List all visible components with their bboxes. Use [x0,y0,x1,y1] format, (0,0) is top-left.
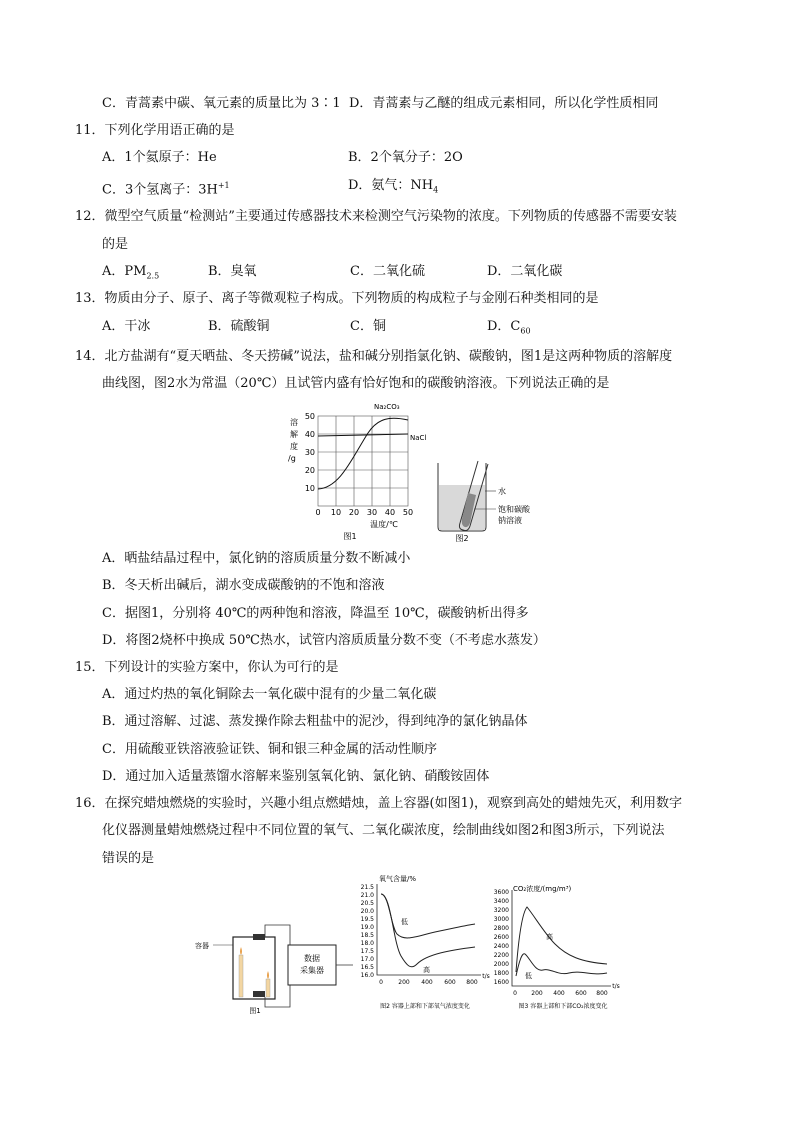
q10-option-d: D．青蒿素与乙醚的组成元素相同，所以化学性质相同 [349,96,659,111]
q14-fig1-xtick: 40 [384,508,396,517]
q14-fig1-ylabel-3: 度 [290,442,298,451]
q14-stem-cont: 曲线图，图2水为常温（20℃）且试管内盛有恰好饱和的碳酸钠溶液。下列说法正确的是 [102,376,610,391]
q13-option-b: B．硫酸铜 [208,319,270,334]
q16-fig3-ytick: 2400 [493,943,509,950]
q14-fig1-xlabel: 温度/℃ [370,520,398,529]
q14-fig1-xtick: 20 [348,508,360,517]
q14-na2co3-label: Na₂CO₃ [374,403,400,411]
q16-fig2-ytick: 18.5 [360,932,374,939]
q12-option-a-sub: 2.5 [146,271,160,281]
q12-stem-cont: 的是 [102,237,129,252]
q11-option-b: B．2个氧分子：2O [348,150,463,165]
q16-fig2-ytick: 17.0 [360,956,374,963]
q12-option-c: C．二氧化硫 [350,264,425,279]
q16-fig2-xunit: t/s [482,973,490,980]
q16-fig3-ytick: 2800 [493,925,509,932]
q16-sensor-top [253,934,265,940]
q16-fig3-xtick: 800 [596,990,608,997]
q14-fig1-ytick: 40 [304,430,315,439]
q14-fig1-xtick: 0 [315,508,321,517]
q15-option-c: C．用硫酸亚铁溶液验证铁、铜和银三种金属的活动性顺序 [102,742,437,757]
q16-fig1-collector-label-1: 数据 [304,954,320,963]
flame-icon [267,971,269,979]
q10-option-c: C．青蒿素中碳、氧元素的质量比为 3∶1 [102,96,341,111]
q16-fig3-xtick: 400 [553,990,565,997]
q14-option-c: C．据图1，分别将 40℃的两种饱和溶液，降温至 10℃，碳酸钠析出得多 [102,606,529,621]
q11-option-a: A．1个氦原子：He [102,150,217,165]
q15-option-b: B．通过溶解、过滤、蒸发操作除去粗盐中的泥沙，得到纯净的氯化钠晶体 [102,714,528,729]
q11-option-d-sub: 4 [433,185,439,195]
q14-fig2-caption: 图2 [455,534,469,543]
q12-stem: 12．微型空气质量“检测站”主要通过传感器技术来检测空气污染物的浓度。下列物质的传感器不需要安装 [75,209,677,224]
q14-fig1-ylabel-4: /g [288,454,296,463]
q15-option-d: D．通过加入适量蒸馏水溶解来鉴别氢氧化钠、氯化钠、硝酸铵固体 [102,769,490,784]
q16-fig2-title: 氧气含量/% [379,875,417,883]
q16-fig2-ytick: 16.5 [360,964,374,971]
q14-solubility-chart [280,398,430,544]
q16-fig1-container-label: 容器 [195,942,209,950]
q14-nacl-label: NaCl [410,434,427,442]
q16-fig1-collector-label-2: 采集器 [300,966,324,975]
q16-fig1-caption: 图1 [249,1007,261,1015]
q16-apparatus-figure [195,915,355,1015]
q13-option-c: C．铜 [350,319,386,334]
q16-fig3-low-label: 低 [525,972,532,980]
q11-option-c-sup: +1 [217,181,230,190]
q14-option-b: B．冬天析出碱后，湖水变成碳酸钠的不饱和溶液 [102,578,385,593]
q12-option-d: D．二氧化碳 [487,264,563,279]
q16-fig3-title: CO₂浓度/(mg/m³) [513,885,572,893]
q16-fig2-xtick: 400 [421,979,433,986]
q15-stem: 15．下列设计的实验方案中，你认为可行的是 [75,660,339,675]
q16-fig2-low-curve [381,894,475,938]
q14-fig1-ytick: 30 [304,448,315,457]
q13-option-d-text: D．C [487,319,521,334]
q16-fig2-ytick: 21.0 [360,892,374,899]
q16-fig3-xtick: 200 [531,990,543,997]
q16-fig3-ytick: 1800 [493,970,509,977]
q14-fig2-solution-label-1: 饱和碳酸 [498,505,530,514]
q16-fig2-ytick: 20.5 [360,900,374,907]
q14-fig1-ytick: 50 [304,412,315,421]
q16-co2-chart [485,872,625,1017]
q16-oxygen-chart [355,872,495,1017]
q14-fig1-xtick: 50 [402,508,414,517]
q14-fig1-xtick: 10 [330,508,342,517]
q13-option-a: A．干冰 [102,319,151,334]
q16-fig2-ytick: 19.5 [360,916,374,923]
q16-short-candle [266,979,270,997]
q16-fig2-ytick: 19.0 [360,924,374,931]
q16-fig3-ytick: 3600 [493,889,509,896]
q16-fig3-caption: 图3 容器上部和下部CO₂浓度变化 [518,1003,608,1010]
q14-beaker-figure [430,455,550,545]
q13-option-d [487,318,531,341]
q16-fig3-xtick: 600 [575,990,587,997]
q16-fig2-xtick: 200 [398,979,410,986]
q16-fig3-high-curve [516,907,607,972]
q14-fig1-ylabel-1: 溶 [290,418,298,427]
q16-fig3-ytick: 2600 [493,934,509,941]
q14-fig2-water-label: 水 [498,487,506,496]
q16-fig2-caption: 图2 容器上部和下部氧气浓度变化 [380,1003,470,1010]
q16-fig3-ytick: 3200 [493,907,509,914]
q16-stem-cont: 化仪器测量蜡烛燃烧过程中不同位置的氧气、二氧化碳浓度，绘制曲线如图2和图3所示，下列说法 [102,823,665,838]
q12-option-b: B．臭氧 [208,264,257,279]
q14-fig1-ytick: 10 [304,484,315,493]
q16-fig2-high-label: 高 [423,966,430,974]
q16-fig2-ytick: 20.0 [360,908,374,915]
q16-fig2-xtick: 0 [379,979,383,986]
q16-fig3-xtick: 0 [513,990,517,997]
q16-fig3-ytick: 2000 [493,961,509,968]
q16-fig2-xtick: 800 [466,979,478,986]
q16-stem: 16．在探究蜡烛燃烧的实验时，兴趣小组点燃蜡烛，盖上容器(如图1)，观察到高处的蜡烛先灭，利用数字 [75,796,682,811]
q16-fig2-ytick: 21.5 [360,884,374,891]
q14-fig2-solution-label-2: 钠溶液 [498,516,522,525]
q16-fig2-ytick: 18.0 [360,940,374,947]
q15-option-a: A．通过灼热的氧化铜除去一氧化碳中混有的少量二氧化碳 [102,687,437,702]
q16-fig2-ytick: 16.0 [360,972,374,979]
q13-stem: 13．物质由分子、原子、离子等微观粒子构成。下列物质的构成粒子与金刚石种类相同的是 [75,291,599,306]
q14-stem: 14．北方盐湖有“夏天晒盐、冬天捞碱”说法，盐和碱分别指氯化钠、碳酸钠，图1是这两种物质的溶解度 [75,349,673,364]
q11-option-c-text: C．3个氢离子：3H [102,182,218,198]
q14-na2co3-curve [318,418,408,489]
q16-fig3-ytick: 3000 [493,916,509,923]
q16-fig3-ytick: 3400 [493,898,509,905]
q16-fig2-low-label: 低 [401,918,408,926]
flame-icon [240,947,242,955]
q16-stem-cont2: 错误的是 [102,851,155,866]
q16-tall-candle [239,955,243,997]
q16-fig3-ytick: 1600 [493,979,509,986]
q16-fig3-high-label: 高 [546,933,553,941]
q13-option-d-sub: 60 [520,326,531,336]
q16-sensor-bottom [253,991,265,997]
q14-fig1-ytick: 20 [304,466,315,475]
q16-fig2-xtick: 600 [444,979,456,986]
q14-option-d: D．将图2烧杯中换成 50℃热水，试管内溶质质量分数不变（不考虑水蒸发） [102,633,546,648]
q12-option-a [102,263,159,286]
q16-data-collector [288,945,336,985]
q16-fig3-ytick: 2200 [493,952,509,959]
q11-option-d [348,177,438,200]
q14-fig1-xtick: 30 [366,508,378,517]
q16-fig2-ytick: 17.5 [360,948,374,955]
q11-option-d-text: D．氨气：NH [348,178,434,193]
q14-fig1-caption: 图1 [343,532,357,541]
q11-option-c [102,177,230,199]
q14-fig1-ylabel-2: 解 [290,430,298,439]
q11-stem: 11．下列化学用语正确的是 [75,123,235,138]
q16-fig3-xunit: t/s [612,983,620,990]
q14-option-a: A．晒盐结晶过程中，氯化钠的溶质质量分数不断减小 [102,551,411,566]
q12-option-a-text: A．PM [102,264,147,279]
